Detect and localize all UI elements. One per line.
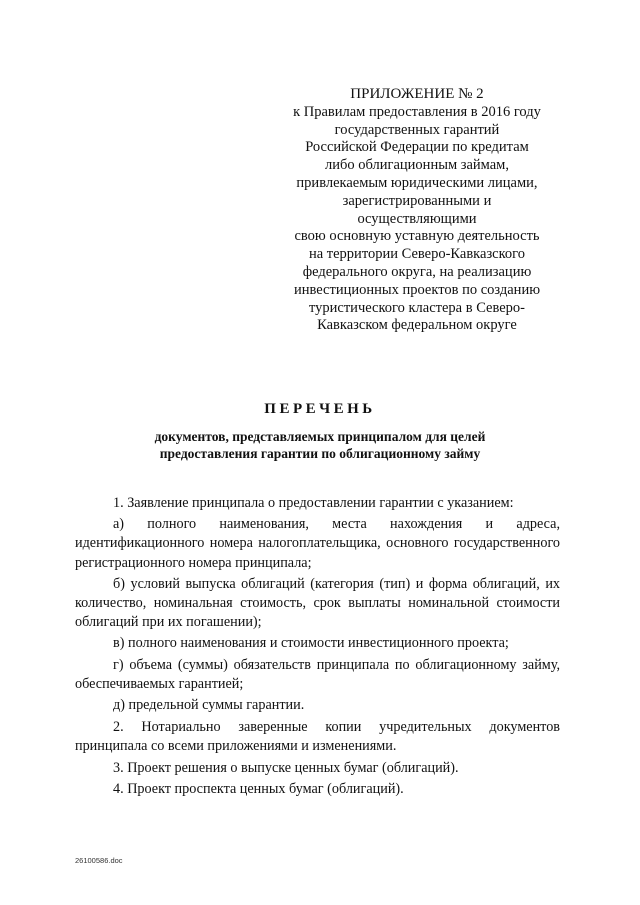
document-subtitle: [100, 428, 540, 462]
document-heading: ПЕРЕЧЕНЬ: [264, 401, 376, 417]
appendix-line: туристического кластера в Северо-: [309, 299, 525, 316]
item-1a: а) полного наименования, места нахождения и адреса, идентификационного номера налогоплательщика, основного государственного регистрационного номера принципала;: [75, 516, 560, 571]
item-1c: в) полного наименования и стоимости инвестиционного проекта;: [113, 635, 509, 652]
item-1: 1. Заявление принципала о предоставлении гарантии с указанием:: [113, 495, 514, 511]
appendix-line: привлекаемым юридическими лицами,: [296, 174, 538, 191]
item-1b: б) условий выпуска облигаций (категория (тип) и форма облигаций, их количество, номинальная стоимость, срок выплаты номинальной стоимости облигаций при их погашении);: [75, 575, 560, 631]
item-3: 3. Проект решения о выпуске ценных бумаг (облигаций).: [113, 759, 459, 776]
item-1e: д) предельной суммы гарантии.: [113, 697, 305, 714]
appendix-line: зарегистрированными и осуществляющими: [342, 192, 492, 227]
subtitle-line-2: предоставления гарантии по облигационному займу: [159, 446, 481, 461]
item-4: 4. Проект проспекта ценных бумаг (облигаций).: [113, 780, 404, 797]
appendix-line: на территории Северо-Кавказского: [308, 246, 526, 263]
footer-filename: 26100586.doc: [75, 856, 123, 865]
appendix-line: Кавказском федеральном округе: [317, 317, 517, 334]
appendix-title: ПРИЛОЖЕНИЕ № 2: [350, 86, 484, 102]
appendix-line: государственных гарантий: [334, 121, 500, 138]
appendix-line: к Правилам предоставления в 2016 году: [293, 103, 541, 120]
appendix-line: либо облигационным займам,: [325, 157, 509, 174]
item-2: 2. Нотариально заверенные копии учредительных документов принципала со всеми приложениями и изменениями.: [75, 719, 560, 755]
appendix-line: инвестиционных проектов по созданию: [293, 281, 541, 298]
item-1d: г) объема (суммы) обязательств принципала по облигационному займу, обеспечиваемых гарантией;: [75, 656, 560, 692]
appendix-line: федерального округа, на реализацию: [302, 263, 532, 280]
subtitle-line-1: документов, представляемых принципалом для целей: [154, 429, 486, 444]
appendix-line: Российской Федерации по кредитам: [305, 139, 529, 156]
appendix-line: свою основную уставную деятельность: [294, 228, 540, 245]
document-body: [75, 494, 560, 801]
appendix-header: [284, 86, 550, 335]
